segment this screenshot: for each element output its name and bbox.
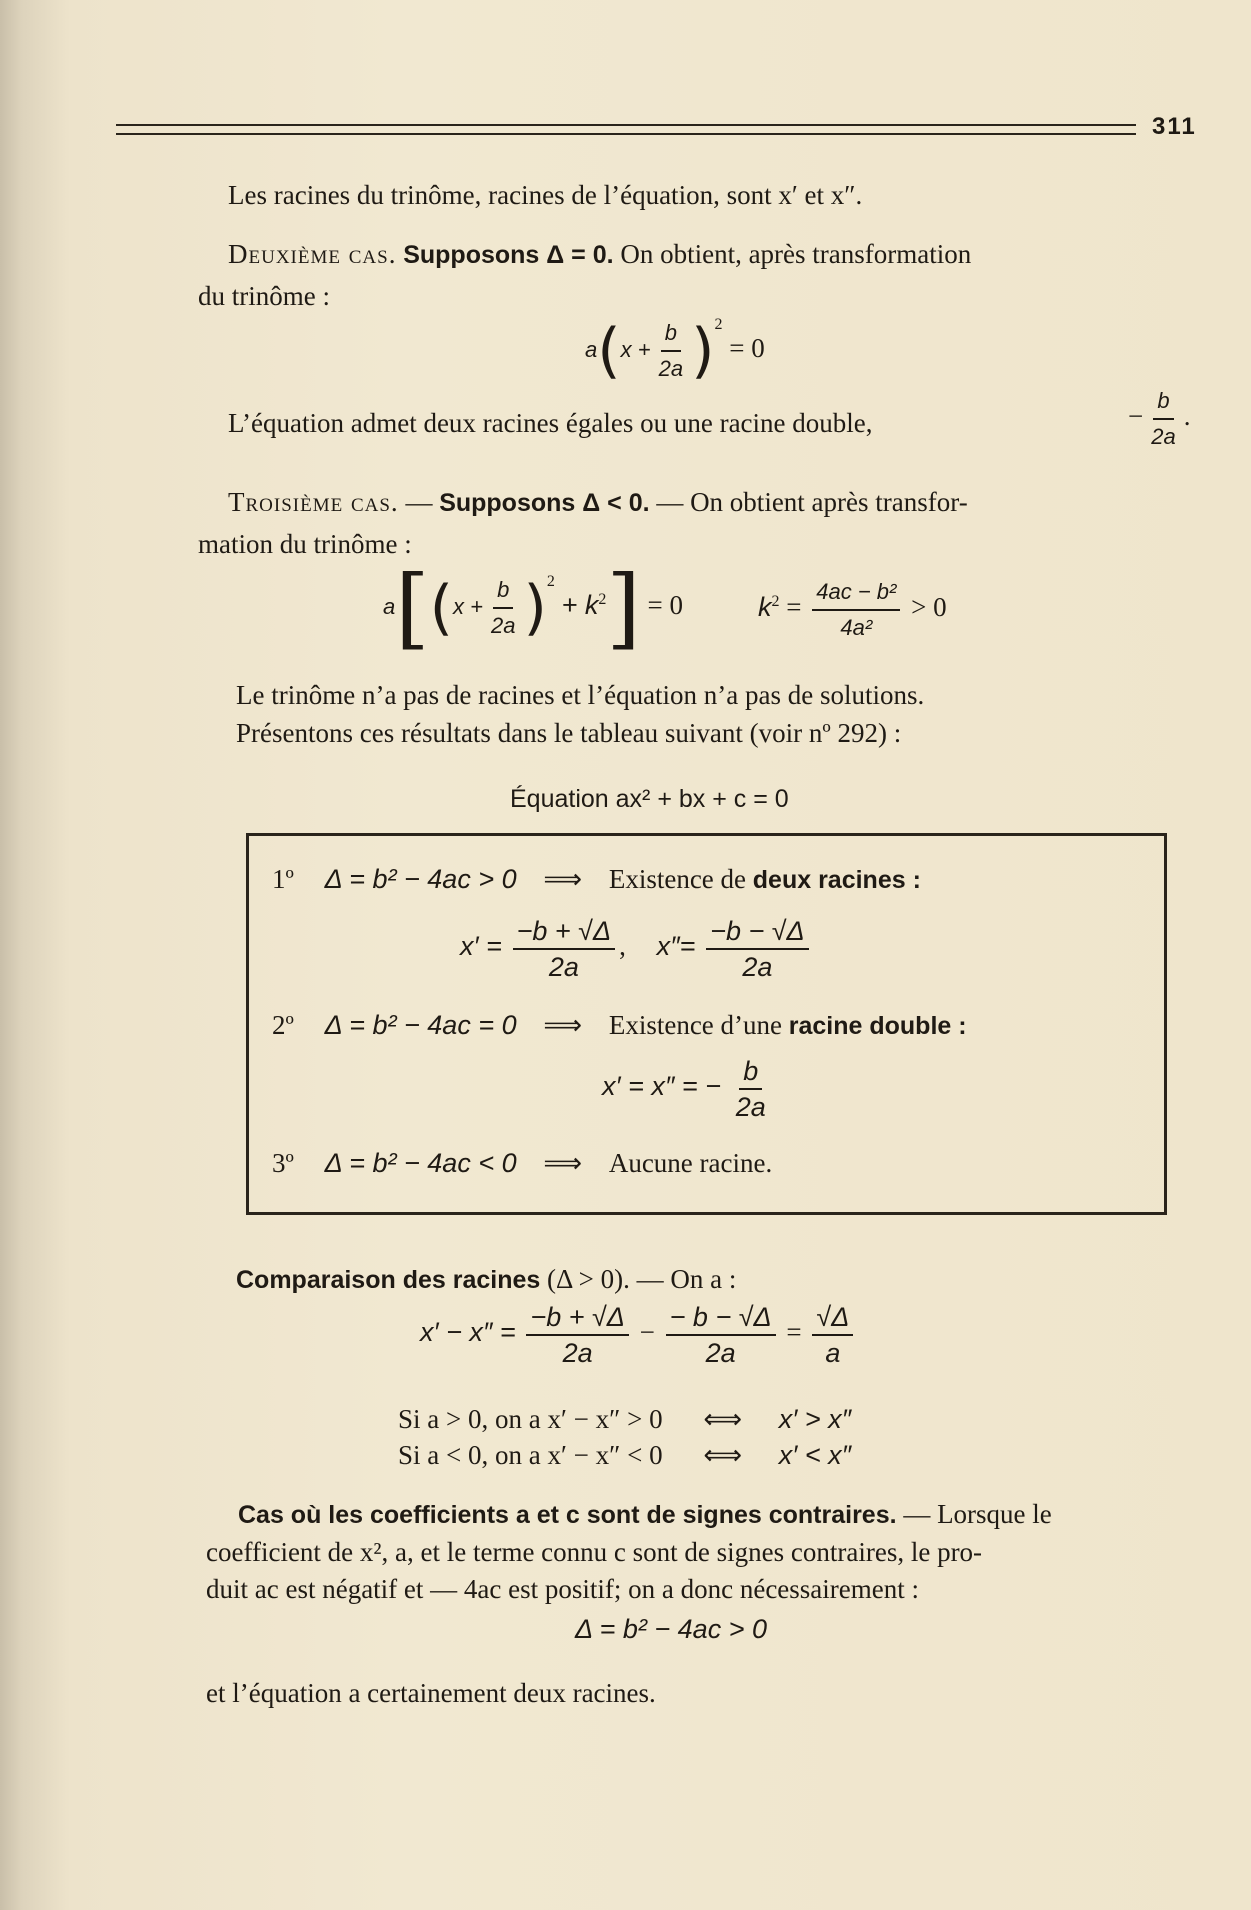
text-no-roots: Le trinôme n’a pas de racines et l’équation n’a pas de solutions. bbox=[236, 680, 925, 710]
row2-equation: Δ = b² − 4ac = 0 bbox=[324, 1010, 517, 1040]
opposite-signs-line2: coefficient de x², a, et le terme connu c sont de signes contraires, le pro- bbox=[206, 1537, 983, 1567]
row2-number: 2º bbox=[272, 1010, 294, 1040]
row2-formula bbox=[602, 1054, 774, 1124]
row2 bbox=[272, 1008, 967, 1043]
si2-text: Si a < 0, on a x′ − x″ < 0 bbox=[398, 1440, 663, 1470]
si1-result: x′ > x″ bbox=[778, 1404, 852, 1434]
double-root-frac bbox=[1147, 384, 1179, 454]
case3-bold: Supposons Δ < 0. bbox=[439, 489, 650, 517]
eq2-paren-close: ) bbox=[691, 315, 715, 386]
text-line-roots: Les racines du trinôme, racines de l’équation, sont x′ et x″. bbox=[228, 180, 863, 210]
x1-fraction bbox=[513, 914, 616, 984]
row1-number: 1º bbox=[272, 864, 294, 894]
comparison-formula bbox=[420, 1300, 857, 1370]
text-last-line: et l’équation a certainement deux racines. bbox=[206, 1678, 656, 1708]
si-line-1 bbox=[398, 1402, 851, 1436]
eq3-bracket-close: ] bbox=[606, 556, 641, 659]
case2-line2: du trinôme : bbox=[198, 281, 330, 311]
eq3-paren-open: ( bbox=[429, 573, 454, 643]
eq2-exp: 2 bbox=[714, 316, 723, 333]
eq2-a: a bbox=[585, 337, 598, 362]
header-rule-top bbox=[116, 124, 1136, 126]
eq3-paren-close: ) bbox=[523, 573, 547, 643]
eq3-rhs: = 0 bbox=[647, 590, 683, 621]
row2-arrow: ⟹ bbox=[543, 1010, 583, 1040]
row2-den: 2a bbox=[735, 1092, 766, 1122]
opposite-signs-bold: Cas où les coefficients a et c sont de signes contraires. bbox=[238, 1501, 897, 1529]
row3 bbox=[272, 1146, 772, 1180]
k-num: 4ac − b² bbox=[812, 575, 900, 611]
x1-den: 2a bbox=[548, 952, 579, 982]
eq2-fraction bbox=[655, 316, 687, 386]
row1-equation: Δ = b² − 4ac > 0 bbox=[324, 864, 517, 894]
comp-n1: −b + √Δ bbox=[526, 1300, 629, 1336]
row1-arrow: ⟹ bbox=[543, 864, 583, 894]
si1-text: Si a > 0, on a x′ − x″ > 0 bbox=[398, 1404, 663, 1434]
row3-text: Aucune racine. bbox=[608, 1148, 773, 1178]
row1-formulas bbox=[460, 914, 813, 984]
comparison-heading bbox=[236, 1262, 736, 1297]
eq3-fraction bbox=[487, 573, 519, 643]
eq2-den: 2a bbox=[658, 355, 684, 381]
row1-text: Existence de bbox=[608, 864, 747, 894]
equation-case3 bbox=[383, 556, 683, 659]
eq2-x: x + bbox=[620, 337, 651, 362]
x2-fraction bbox=[706, 914, 809, 984]
k-den: 4a² bbox=[840, 615, 873, 640]
eq3-x: x + bbox=[453, 594, 483, 620]
comp-frac2 bbox=[666, 1300, 776, 1370]
comp-frac3 bbox=[812, 1300, 853, 1370]
table-title: Équation ax² + bx + c = 0 bbox=[510, 785, 789, 813]
opposite-signs-equation: Δ = b² − 4ac > 0 bbox=[575, 1614, 767, 1644]
x2-den: 2a bbox=[742, 952, 773, 982]
k-gt: > 0 bbox=[911, 592, 947, 623]
row3-number: 3º bbox=[272, 1148, 294, 1178]
row2-num: b bbox=[739, 1054, 762, 1090]
double-root-fraction: − $\frac{b}{2a}$ . bbox=[1128, 384, 1190, 454]
equation-case2 bbox=[585, 308, 765, 386]
double-root-lhs: x′ = x″ = − bbox=[602, 1071, 721, 1102]
header-rule-bottom bbox=[116, 133, 1136, 135]
comp-d2: 2a bbox=[705, 1338, 736, 1368]
double-root-sign: − bbox=[1128, 401, 1144, 432]
row2-fraction bbox=[732, 1054, 770, 1124]
eq2-num: b bbox=[661, 316, 681, 352]
eq3-num: b bbox=[493, 573, 513, 609]
k-fraction bbox=[812, 575, 900, 645]
comp-n2: − b − √Δ bbox=[666, 1300, 776, 1336]
row2-bold: racine double : bbox=[788, 1012, 967, 1040]
case2-label: Deuxième cas. bbox=[228, 239, 397, 269]
opposite-signs-line3: duit ac est négatif et — 4ac est positif; on a donc nécessairement : bbox=[206, 1574, 920, 1604]
k-exp: 2 bbox=[771, 593, 780, 611]
comp-minus: − bbox=[639, 1317, 655, 1348]
eq2-paren-open: ( bbox=[597, 315, 621, 386]
row2-text: Existence d’une bbox=[608, 1010, 783, 1040]
comp-eq: = bbox=[786, 1317, 802, 1348]
page-number: 311 bbox=[1152, 113, 1197, 140]
row3-equation: Δ = b² − 4ac < 0 bbox=[324, 1148, 517, 1178]
case2-heading-line bbox=[228, 237, 971, 272]
k-var: k bbox=[758, 592, 772, 623]
case3-heading-line bbox=[228, 485, 968, 520]
opposite-signs-rest: — Lorsque le bbox=[903, 1499, 1052, 1529]
comparison-rest: (Δ > 0). — On a : bbox=[547, 1264, 737, 1294]
double-root-num: b bbox=[1153, 384, 1173, 420]
text-table-intro: Présentons ces résultats dans le tableau suivant (voir nº 292) : bbox=[236, 718, 902, 748]
comp-n3: √Δ bbox=[812, 1300, 853, 1336]
k-eq: = bbox=[786, 592, 802, 623]
x1-num: −b + √Δ bbox=[513, 914, 616, 950]
eq3-k-exp: 2 bbox=[598, 591, 607, 609]
si1-arrow: ⟺ bbox=[703, 1404, 743, 1434]
eq3-plus-k: + k bbox=[561, 590, 599, 621]
x2-label: x″= bbox=[656, 931, 696, 962]
eq3-den: 2a bbox=[490, 613, 516, 638]
si2-arrow: ⟺ bbox=[703, 1440, 743, 1470]
comp-frac1 bbox=[526, 1300, 629, 1370]
double-root-den: 2a bbox=[1151, 424, 1176, 449]
comp-d1: 2a bbox=[562, 1338, 593, 1368]
comp-lhs: x′ − x″ = bbox=[420, 1317, 516, 1348]
text-equal-roots: L’équation admet deux racines égales ou une racine double, bbox=[228, 408, 873, 438]
comp-d3: a bbox=[825, 1338, 841, 1368]
eq3-bracket-open: [ bbox=[395, 556, 430, 659]
x2-num: −b − √Δ bbox=[706, 914, 809, 950]
case2-rest: On obtient, après transformation bbox=[620, 239, 972, 269]
row3-arrow: ⟹ bbox=[543, 1148, 583, 1178]
si2-result: x′ < x″ bbox=[778, 1440, 852, 1470]
case3-dash: — bbox=[405, 487, 433, 517]
si-line-2 bbox=[398, 1438, 851, 1472]
eq3-exp: 2 bbox=[546, 573, 555, 591]
case3-rest: — On obtient après transfor- bbox=[656, 487, 968, 517]
x1-comma: , bbox=[619, 931, 626, 962]
row1-bold: deux racines : bbox=[752, 866, 921, 894]
case2-bold: Supposons Δ = 0. bbox=[403, 241, 614, 269]
comparison-bold: Comparaison des racines bbox=[236, 1266, 541, 1294]
eq2-rhs: = 0 bbox=[729, 333, 765, 363]
case3-label: Troisième cas. bbox=[228, 487, 399, 517]
row1 bbox=[272, 862, 921, 897]
k-squared-definition bbox=[758, 575, 947, 645]
eq3-a: a bbox=[383, 594, 396, 620]
case3-line2: mation du trinôme : bbox=[198, 529, 412, 559]
opposite-signs-heading bbox=[238, 1497, 1052, 1532]
x1-label: x′ = bbox=[460, 931, 502, 962]
